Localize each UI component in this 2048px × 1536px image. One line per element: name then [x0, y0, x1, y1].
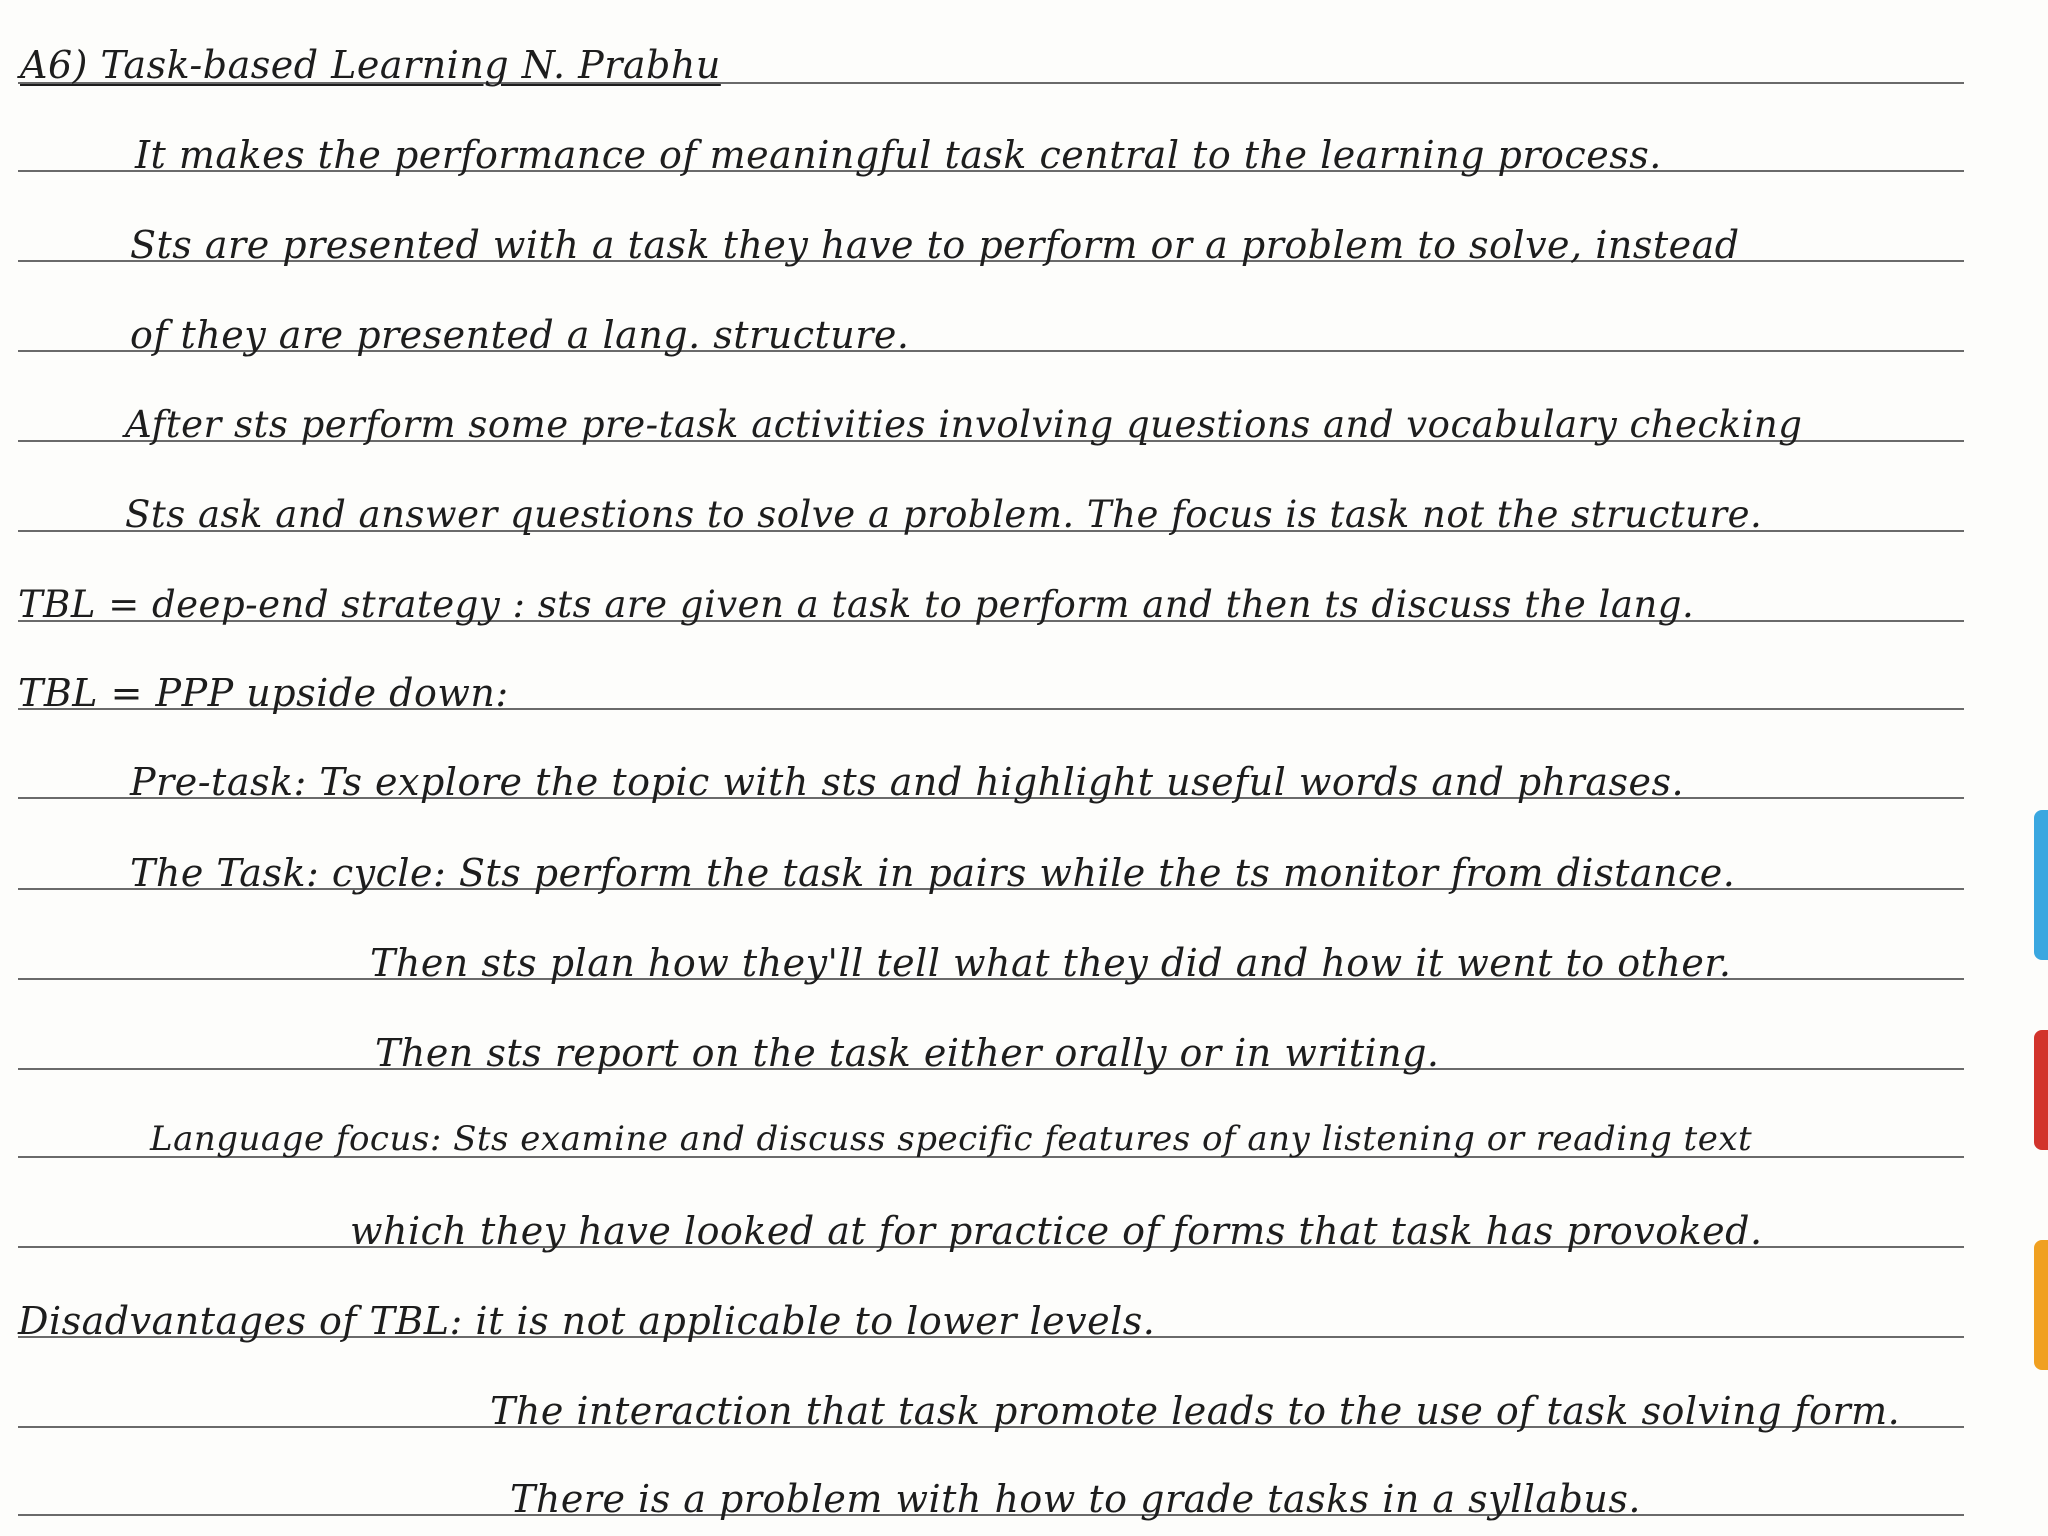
note-line: Sts ask and answer questions to solve a problem. The focus is task not the structure. — [125, 493, 1763, 536]
background-window-edge-orange — [2034, 1240, 2048, 1370]
note-line: TBL = deep-end strategy : sts are given a task to perform and then ts discuss the lang. — [18, 583, 1695, 626]
background-window-edge-red — [2034, 1030, 2048, 1150]
note-line: The interaction that task promote leads to the use of task solving form. — [490, 1389, 1901, 1433]
note-line: which they have looked at for practice of forms that task has provoked. — [350, 1209, 1763, 1253]
note-line: Then sts plan how they'll tell what they did and how it went to other. — [370, 941, 1732, 985]
note-line: Pre-task: Ts explore the topic with sts and highlight useful words and phrases. — [130, 760, 1685, 804]
note-line: Language focus: Sts examine and discuss specific features of any listening or reading text — [150, 1119, 1753, 1159]
background-window-edge-blue — [2034, 810, 2048, 960]
note-line: It makes the performance of meaningful task central to the learning process. — [135, 133, 1662, 177]
note-line: Then sts report on the task either orally or in writing. — [375, 1031, 1440, 1075]
note-line: of they are presented a lang. structure. — [130, 313, 910, 357]
note-title: A6) Task-based Learning N. Prabhu — [20, 43, 721, 87]
note-line: TBL = PPP upside down: — [18, 671, 509, 715]
note-line: The Task: cycle: Sts perform the task in pairs while the ts monitor from distance. — [130, 851, 1736, 895]
note-line: Sts are presented with a task they have to perform or a problem to solve, instead — [130, 223, 1740, 267]
note-line: There is a problem with how to grade tasks in a syllabus. — [510, 1477, 1641, 1521]
note-line: After sts perform some pre-task activities involving questions and vocabulary checking — [125, 403, 1803, 446]
note-line: Disadvantages of TBL: it is not applicable to lower levels. — [18, 1299, 1156, 1343]
